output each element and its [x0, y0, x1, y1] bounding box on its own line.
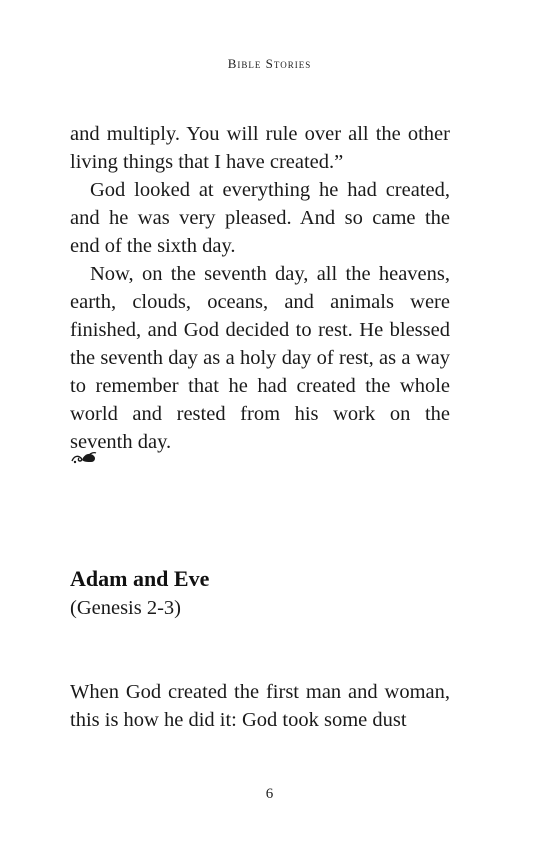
- body-text-top: [70, 120, 450, 456]
- paragraph: When God created the first man and woman, this is how he did it: God took some dust: [70, 681, 450, 731]
- paragraph-continuation: and multiply. You will rule over all the other living things that I have created.”: [70, 123, 450, 173]
- section-title: Adam and Eve: [70, 566, 210, 591]
- running-header: Bible Stories: [227, 56, 312, 71]
- paragraph: God looked at everything he had created, and he was very pleased. And so came the end of the sixth day.: [70, 179, 450, 257]
- body-text-bottom: [70, 678, 450, 734]
- fleuron-icon: [70, 450, 98, 466]
- scripture-reference: (Genesis 2-3): [70, 597, 182, 619]
- page-number: 6: [265, 786, 274, 802]
- paragraph: Now, on the seventh day, all the heavens, earth, clouds, oceans, and animals were finished, and God decided to rest. He blessed the seventh day as a holy day of rest, as a way to remember that he had created the whole world and rested from his work on the seventh day.: [70, 263, 450, 453]
